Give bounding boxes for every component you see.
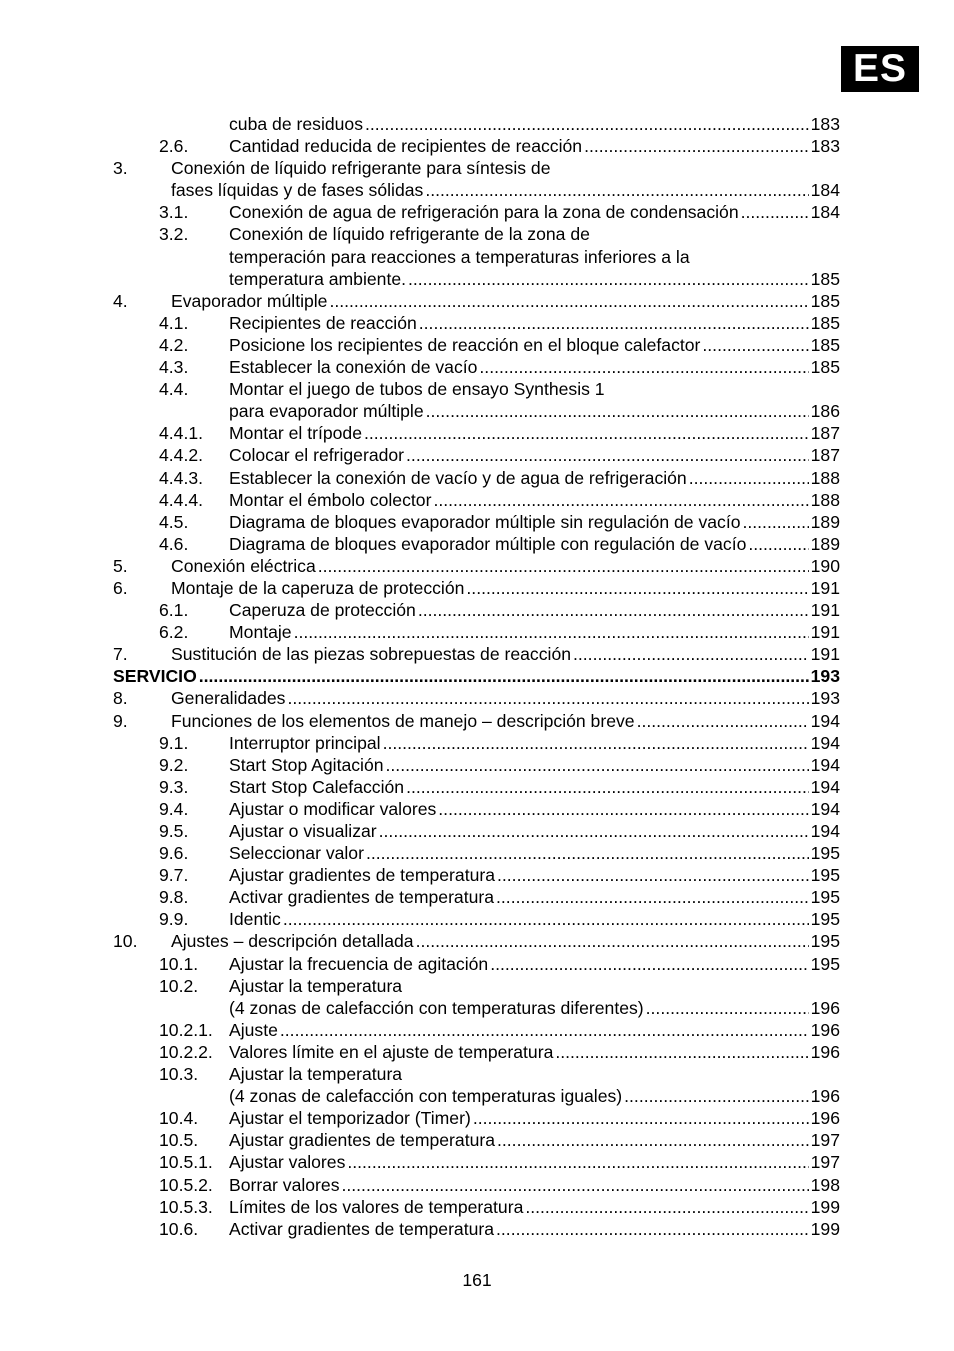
- toc-entry-title: Recipientes de reacción: [229, 312, 417, 333]
- toc-entry-number: 9.7.: [159, 865, 189, 886]
- toc-entry-number: 4.6.: [159, 533, 189, 554]
- toc-entry-line: [229, 400, 840, 422]
- toc-entry-number: 4.4.3.: [159, 467, 204, 488]
- toc-entry-title: Ajustar o visualizar: [229, 821, 377, 841]
- toc-dot-leader: [689, 467, 809, 489]
- toc-entry-page: 198: [810, 1174, 840, 1195]
- toc-dot-leader: [283, 908, 809, 930]
- toc-entry-line: [229, 246, 840, 268]
- toc-entry[interactable]: [0, 1151, 954, 1173]
- toc-entry-line: [171, 179, 840, 201]
- toc-entry-title: Montar el juego de tubos de ensayo Synthesis 1: [229, 379, 605, 400]
- toc-entry-line: [229, 356, 840, 378]
- toc-entry-title: Conexión de líquido refrigerante para síntesis de: [171, 158, 551, 179]
- toc-entry[interactable]: [0, 643, 954, 665]
- toc-dot-leader: [416, 930, 809, 952]
- toc-entry-number: 3.1.: [159, 202, 189, 223]
- toc-entry-title: Ajustar gradientes de temperatura: [229, 865, 496, 886]
- toc-entry-number: 4.4.2.: [159, 445, 204, 466]
- toc-dot-leader: [433, 489, 808, 511]
- toc-entry-number: 4.: [113, 290, 128, 311]
- toc-entry[interactable]: [0, 422, 954, 444]
- toc-entry[interactable]: [0, 820, 954, 842]
- toc-entry-title: Ajustar o modificar valores: [229, 798, 437, 819]
- toc-entry-title: Valores límite en el ajuste de temperatura: [229, 1041, 554, 1062]
- toc-entry-page: 185: [810, 268, 840, 289]
- toc-entry-page: 195: [810, 953, 840, 974]
- toc-entry-line: [229, 201, 840, 223]
- toc-entry[interactable]: [0, 621, 954, 643]
- toc-dot-leader: [366, 842, 809, 864]
- toc-entry-line: [229, 732, 840, 754]
- toc-entry-line: [229, 886, 840, 908]
- toc-entry-number: 10.2.2.: [159, 1041, 213, 1062]
- toc-entry-page: 188: [810, 467, 840, 488]
- toc-entry-title: Sustitución de las piezas sobrepuestas de reacción: [171, 644, 572, 665]
- toc-entry-line: [171, 577, 840, 599]
- toc-entry-title: Seleccionar valor: [229, 843, 364, 864]
- toc-entry-line: [171, 930, 840, 952]
- toc-entry-title: Caperuza de protección: [229, 600, 416, 621]
- toc-entry-title: Montaje de la caperuza de protección: [171, 577, 465, 598]
- toc-entry[interactable]: [0, 555, 954, 577]
- toc-entry-title: Montaje: [229, 622, 292, 643]
- toc-entry-line: [229, 1218, 840, 1240]
- toc-dot-leader: [386, 754, 809, 776]
- toc-entry-number: 10.4.: [159, 1108, 199, 1129]
- toc-entry[interactable]: [0, 886, 954, 908]
- toc-entry-line: [229, 1151, 840, 1173]
- toc-entry-page: 194: [810, 710, 840, 731]
- toc-entry-line: [229, 820, 840, 842]
- toc-entry-line: [229, 1019, 840, 1041]
- toc-dot-leader: [408, 268, 809, 290]
- toc-entry-line: [229, 511, 840, 533]
- toc-entry-number: 10.2.1.: [159, 1019, 213, 1040]
- toc-entry-title: Diagrama de bloques evaporador múltiple con regulación de vacío: [229, 533, 747, 554]
- toc-entry-title: Ajustar valores: [229, 1152, 346, 1173]
- toc-entry-line: [229, 444, 840, 466]
- toc-entry-title: Ajuste: [229, 1019, 278, 1040]
- toc-entry-number: 10.3.: [159, 1064, 199, 1085]
- toc-entry[interactable]: [0, 223, 954, 245]
- toc-entry-number: 10.5.: [159, 1130, 199, 1151]
- toc-entry-page: 193: [810, 688, 840, 709]
- toc-entry-page: 184: [810, 180, 840, 201]
- toc-entry-title: Conexión de agua de refrigeración para la zona de condensación: [229, 202, 739, 223]
- toc-entry-title: fases líquidas y de fases sólidas: [171, 180, 424, 201]
- toc-entry-page: 183: [810, 136, 840, 157]
- toc-dot-leader: [748, 533, 808, 555]
- toc-entry-line: [229, 1041, 840, 1063]
- toc-entry[interactable]: [0, 754, 954, 776]
- toc-entry-number: 10.: [113, 931, 138, 952]
- toc-entry-title: Ajustar la frecuencia de agitación: [229, 953, 489, 974]
- toc-entry-title: Activar gradientes de temperatura: [229, 1218, 495, 1239]
- toc-entry-title: Ajustar gradientes de temperatura: [229, 1130, 496, 1151]
- toc-entry-title: Montar el trípode: [229, 423, 363, 444]
- toc-entry-title: Cantidad reducida de recipientes de reacción: [229, 136, 583, 157]
- language-badge: ES: [841, 46, 919, 92]
- toc-entry-line: [171, 290, 840, 312]
- toc-entry-page: 197: [810, 1130, 840, 1151]
- toc-dot-leader: [280, 1019, 809, 1041]
- toc-entry-page: 183: [810, 114, 840, 134]
- toc-entry-page: 189: [810, 511, 840, 532]
- toc-entry-page: 196: [810, 1108, 840, 1129]
- toc-entry-number: 9.3.: [159, 776, 189, 797]
- toc-entry-page: 195: [810, 909, 840, 930]
- toc-entry[interactable]: [0, 732, 954, 754]
- toc-dot-leader: [318, 555, 809, 577]
- toc-entry-number: 8.: [113, 688, 128, 709]
- toc-entry-number: 2.6.: [159, 136, 189, 157]
- toc-entry-number: 6.2.: [159, 622, 189, 643]
- toc-entry-number: 9.2.: [159, 754, 189, 775]
- toc-entry[interactable]: [0, 975, 954, 997]
- toc-dot-leader: [199, 665, 809, 687]
- toc-entry-line: [229, 621, 840, 643]
- toc-entry-number: 9.9.: [159, 909, 189, 930]
- toc-entry-page: 191: [810, 577, 840, 598]
- toc-entry-line: [229, 223, 840, 245]
- toc-entry-line: [171, 555, 840, 577]
- toc-entry-number: 4.3.: [159, 357, 189, 378]
- table-of-contents: [0, 113, 954, 1240]
- toc-entry-title: Posicione los recipientes de reacción en el bloque calefactor: [229, 334, 701, 355]
- toc-entry[interactable]: [0, 467, 954, 489]
- toc-entry-line: [229, 1129, 840, 1151]
- toc-dot-leader: [473, 1107, 809, 1129]
- toc-dot-leader: [287, 687, 808, 709]
- toc-dot-leader: [702, 334, 808, 356]
- toc-entry-page: 195: [810, 865, 840, 886]
- toc-entry[interactable]: [0, 1174, 954, 1196]
- toc-entry-line: [229, 312, 840, 334]
- toc-dot-leader: [329, 290, 808, 312]
- toc-entry-number: 10.2.: [159, 975, 199, 996]
- toc-entry-page: 190: [810, 555, 840, 576]
- toc-entry-page: 194: [810, 754, 840, 775]
- toc-entry-number: 10.5.2.: [159, 1174, 213, 1195]
- toc-entry-title: Funciones de los elementos de manejo – descripción breve: [171, 710, 635, 731]
- toc-entry-number: 10.5.1.: [159, 1152, 213, 1173]
- toc-entry-page: 195: [810, 887, 840, 908]
- toc-entry-line: [171, 157, 840, 179]
- toc-entry[interactable]: [0, 378, 954, 400]
- toc-entry[interactable]: [0, 997, 954, 1019]
- toc-entry-number: 10.6.: [159, 1218, 199, 1239]
- toc-dot-leader: [637, 710, 809, 732]
- toc-entry-page: 191: [810, 622, 840, 643]
- toc-entry-page: 186: [810, 401, 840, 422]
- toc-dot-leader: [426, 400, 809, 422]
- toc-entry-title: Conexión eléctrica: [171, 555, 316, 576]
- toc-entry-line: [229, 422, 840, 444]
- toc-entry-line: [229, 1174, 840, 1196]
- toc-entry-line: [229, 135, 840, 157]
- toc-entry-page: 197: [810, 1152, 840, 1173]
- toc-entry-number: 10.1.: [159, 953, 199, 974]
- toc-entry[interactable]: [0, 687, 954, 709]
- toc-entry-number: 6.1.: [159, 600, 189, 621]
- toc-entry-line: [171, 710, 840, 732]
- toc-entry-line: [113, 665, 840, 687]
- toc-entry-number: 6.: [113, 577, 128, 598]
- toc-entry-page: 188: [810, 489, 840, 510]
- toc-entry[interactable]: [0, 1107, 954, 1129]
- toc-entry[interactable]: [0, 864, 954, 886]
- toc-entry[interactable]: [0, 953, 954, 975]
- toc-entry-number: 10.5.3.: [159, 1196, 213, 1217]
- toc-entry-title: Start Stop Agitación: [229, 754, 384, 775]
- toc-dot-leader: [496, 1218, 809, 1240]
- toc-entry[interactable]: [0, 577, 954, 599]
- toc-entry-title: (4 zonas de calefacción con temperaturas diferentes): [229, 997, 644, 1018]
- toc-dot-leader: [743, 511, 809, 533]
- toc-entry-title: Start Stop Calefacción: [229, 776, 405, 797]
- toc-entry-line: [229, 378, 840, 400]
- toc-entry-page: 185: [810, 312, 840, 333]
- toc-entry-line: [171, 643, 840, 665]
- toc-dot-leader: [419, 312, 809, 334]
- toc-dot-leader: [438, 798, 808, 820]
- toc-entry[interactable]: [0, 1218, 954, 1240]
- toc-entry-title: Establecer la conexión de vacío: [229, 357, 478, 378]
- toc-entry-line: [229, 776, 840, 798]
- toc-entry-number: 9.5.: [159, 821, 189, 841]
- toc-dot-leader: [365, 113, 809, 135]
- toc-dot-leader: [497, 864, 809, 886]
- toc-entry-title: temperación para reacciones a temperaturas inferiores a la: [229, 246, 690, 267]
- toc-entry-number: 9.4.: [159, 798, 189, 819]
- toc-entry[interactable]: [0, 246, 954, 268]
- toc-dot-leader: [490, 953, 808, 975]
- toc-entry-page: 185: [810, 290, 840, 311]
- toc-entry[interactable]: [0, 489, 954, 511]
- toc-dot-leader: [646, 997, 809, 1019]
- toc-entry-title: cuba de residuos: [229, 114, 363, 134]
- toc-entry[interactable]: [0, 113, 954, 135]
- toc-dot-leader: [741, 201, 809, 223]
- toc-entry[interactable]: [0, 1085, 954, 1107]
- toc-dot-leader: [525, 1196, 808, 1218]
- toc-entry[interactable]: [0, 444, 954, 466]
- toc-dot-leader: [555, 1041, 808, 1063]
- toc-dot-leader: [379, 820, 809, 842]
- toc-entry[interactable]: [0, 135, 954, 157]
- toc-entry[interactable]: [0, 511, 954, 533]
- toc-entry-page: 196: [810, 1041, 840, 1062]
- toc-entry-line: [229, 798, 840, 820]
- toc-dot-leader: [496, 886, 809, 908]
- toc-entry[interactable]: [0, 798, 954, 820]
- toc-entry-title: Diagrama de bloques evaporador múltiple sin regulación de vacío: [229, 511, 741, 532]
- toc-dot-leader: [497, 1129, 809, 1151]
- toc-entry-title: temperatura ambiente.: [229, 268, 407, 289]
- toc-entry-title: Colocar el refrigerador: [229, 445, 405, 466]
- toc-entry-line: [229, 1107, 840, 1129]
- toc-entry[interactable]: [0, 710, 954, 732]
- toc-entry[interactable]: [0, 201, 954, 223]
- toc-entry-page: 196: [810, 997, 840, 1018]
- toc-dot-leader: [364, 422, 809, 444]
- toc-entry-line: [229, 533, 840, 555]
- toc-entry[interactable]: [0, 400, 954, 422]
- toc-entry-page: 187: [810, 445, 840, 466]
- toc-entry-title: SERVICIO: [113, 666, 197, 687]
- toc-entry-title: Conexión de líquido refrigerante de la zona de: [229, 224, 590, 245]
- toc-dot-leader: [418, 599, 809, 621]
- toc-entry-page: 199: [810, 1196, 840, 1217]
- toc-entry-page: 196: [810, 1019, 840, 1040]
- toc-entry-number: 3.2.: [159, 224, 189, 245]
- toc-entry-line: [229, 953, 840, 975]
- toc-entry[interactable]: [0, 908, 954, 930]
- toc-entry[interactable]: [0, 1129, 954, 1151]
- toc-entry-title: Ajustar la temperatura: [229, 1064, 403, 1085]
- toc-dot-leader: [383, 732, 809, 754]
- toc-entry-page: 196: [810, 1086, 840, 1107]
- toc-entry-line: [229, 997, 840, 1019]
- toc-entry-line: [229, 599, 840, 621]
- toc-entry[interactable]: [0, 334, 954, 356]
- toc-entry[interactable]: [0, 599, 954, 621]
- toc-entry-line: [229, 864, 840, 886]
- toc-entry-number: 4.4.: [159, 379, 189, 400]
- toc-entry-title: Ajustar la temperatura: [229, 975, 403, 996]
- toc-entry-title: Borrar valores: [229, 1174, 340, 1195]
- toc-dot-leader: [406, 444, 809, 466]
- toc-dot-leader: [466, 577, 808, 599]
- toc-entry-title: Ajustar el temporizador (Timer): [229, 1108, 471, 1129]
- toc-dot-leader: [573, 643, 809, 665]
- toc-entry-page: 189: [810, 533, 840, 554]
- toc-entry-title: Activar gradientes de temperatura: [229, 887, 495, 908]
- toc-entry-title: Identic: [229, 909, 281, 930]
- toc-entry-title: para evaporador múltiple: [229, 401, 424, 422]
- toc-entry-page: 199: [810, 1218, 840, 1239]
- toc-entry-page: 185: [810, 357, 840, 378]
- toc-entry-number: 3.: [113, 158, 128, 179]
- toc-entry-number: 4.1.: [159, 312, 189, 333]
- toc-entry-page: 187: [810, 423, 840, 444]
- toc-entry-page: 194: [810, 732, 840, 753]
- toc-entry-page: 184: [810, 202, 840, 223]
- toc-entry[interactable]: [0, 533, 954, 555]
- toc-entry-title: Generalidades: [171, 688, 286, 709]
- toc-dot-leader: [479, 356, 808, 378]
- toc-entry[interactable]: [0, 179, 954, 201]
- toc-dot-leader: [624, 1085, 808, 1107]
- toc-entry-number: 7.: [113, 644, 128, 665]
- toc-entry-page: 191: [810, 600, 840, 621]
- toc-entry-number: 9.8.: [159, 887, 189, 908]
- toc-entry-line: [229, 467, 840, 489]
- toc-entry-number: 4.2.: [159, 334, 189, 355]
- toc-entry-number: 4.5.: [159, 511, 189, 532]
- toc-entry-line: [229, 975, 840, 997]
- toc-entry[interactable]: [0, 290, 954, 312]
- toc-entry-line: [229, 268, 840, 290]
- toc-entry[interactable]: [0, 1041, 954, 1063]
- toc-entry-number: 9.: [113, 710, 128, 731]
- toc-entry-page: 193: [810, 666, 840, 687]
- toc-entry-line: [171, 687, 840, 709]
- toc-entry-number: 4.4.4.: [159, 489, 204, 510]
- toc-entry-number: 9.1.: [159, 732, 189, 753]
- toc-entry-page: 195: [810, 931, 840, 952]
- toc-dot-leader: [294, 621, 809, 643]
- toc-entry-line: [229, 1063, 840, 1085]
- toc-entry[interactable]: [0, 1063, 954, 1085]
- toc-entry[interactable]: [0, 356, 954, 378]
- toc-entry-line: [229, 489, 840, 511]
- toc-entry-number: 9.6.: [159, 843, 189, 864]
- toc-dot-leader: [347, 1151, 808, 1173]
- toc-entry-title: Ajustes – descripción detallada: [171, 931, 414, 952]
- toc-entry-number: 5.: [113, 555, 128, 576]
- toc-entry-title: (4 zonas de calefacción con temperaturas iguales): [229, 1086, 623, 1107]
- toc-entry-line: [229, 754, 840, 776]
- toc-entry-number: 4.4.1.: [159, 423, 204, 444]
- toc-entry-title: Evaporador múltiple: [171, 290, 328, 311]
- toc-dot-leader: [584, 135, 809, 157]
- toc-entry-page: 191: [810, 644, 840, 665]
- toc-entry-page: 194: [810, 821, 840, 841]
- toc-entry-line: [229, 113, 840, 135]
- toc-entry[interactable]: [0, 312, 954, 334]
- toc-entry-page: 185: [810, 334, 840, 355]
- toc-entry-line: [229, 842, 840, 864]
- toc-dot-leader: [342, 1174, 809, 1196]
- toc-entry-title: Límites de los valores de temperatura: [229, 1196, 524, 1217]
- toc-entry-line: [229, 908, 840, 930]
- toc-entry-line: [229, 1085, 840, 1107]
- toc-entry-title: Interruptor principal: [229, 732, 381, 753]
- toc-entry-line: [229, 1196, 840, 1218]
- toc-entry[interactable]: [0, 930, 954, 952]
- toc-dot-leader: [425, 179, 808, 201]
- toc-entry[interactable]: [0, 1196, 954, 1218]
- toc-entry-title: Montar el émbolo colector: [229, 489, 432, 510]
- page-number: 161: [462, 1270, 492, 1290]
- toc-entry-page: 194: [810, 798, 840, 819]
- toc-entry-page: 195: [810, 843, 840, 864]
- toc-entry[interactable]: [0, 842, 954, 864]
- toc-entry-line: [229, 334, 840, 356]
- toc-entry[interactable]: [0, 1019, 954, 1041]
- toc-entry-title: Establecer la conexión de vacío y de agua de refrigeración: [229, 467, 687, 488]
- toc-dot-leader: [406, 776, 809, 798]
- toc-entry-page: 194: [810, 776, 840, 797]
- toc-entry[interactable]: [0, 268, 954, 290]
- toc-entry[interactable]: [0, 665, 954, 687]
- toc-entry[interactable]: [0, 776, 954, 798]
- toc-entry[interactable]: [0, 157, 954, 179]
